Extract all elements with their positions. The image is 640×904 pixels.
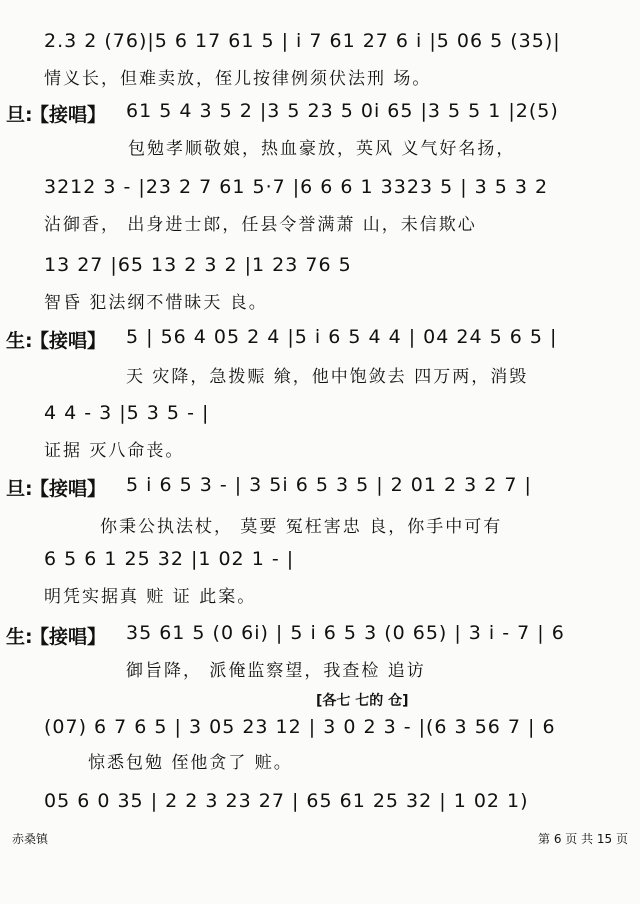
lyric-line-8: 明凭实据真 赃 证 此案。: [44, 587, 257, 607]
percussion-note: [各七 七的 仓]: [316, 693, 409, 709]
lyric-line-4: 智昏 犯法纲不惜昧天 良。: [44, 293, 268, 313]
score-line-4: 13 27 |65 13 2 3 2 |1 23 76 5: [44, 254, 352, 276]
score-line-11: 05 6 0 35 | 2 2 3 23 27 | 65 61 25 32 | 1 02 1): [44, 790, 529, 812]
score-line-6: 4 4 - 3 |5 3 5 - |: [44, 402, 210, 424]
score-line-3: 3212 3 - |23 2 7 61 5·7 |6 6 6 1 3323 5 | 3 5 3 2: [44, 176, 549, 198]
lyric-line-1: 情义长，但难卖放，侄儿按律例须伏法刑 场。: [44, 69, 432, 89]
lyric-line-7: 你秉公执法杖， 莫要 冤枉害忠 良，你手中可有: [100, 517, 503, 537]
lyric-line-3: 沾御香， 出身进士郎，任县令誉满萧 山，未信欺心: [44, 215, 477, 235]
footer-title: 赤桑镇: [12, 832, 49, 846]
score-line-5: 5 | 56 4 05 2 4 |5 i 6 5 4 4 | 04 24 5 6 5 |: [126, 326, 558, 348]
score-line-10: (07) 6 7 6 5 | 3 05 23 12 | 3 0 2 3 - |(6 3 56 7 | 6: [44, 716, 556, 738]
lyric-line-5: 天 灾降，急拨赈 飨，他中饱敛去 四万两，消毁: [126, 367, 529, 387]
tag-jiechang-1: 【接唱】: [30, 104, 107, 126]
score-line-2: 61 5 4 3 5 2 |3 5 23 5 0i 65 |3 5 5 1 |2(5): [126, 100, 559, 122]
role-sheng-1: 生:: [6, 330, 33, 352]
role-dan-2: 旦:: [6, 478, 33, 500]
lyric-line-10: 惊悉包勉 侄他贪了 赃。: [88, 753, 293, 773]
role-sheng-2: 生:: [6, 626, 33, 648]
lyric-line-2: 包勉孝顺敬娘，热血豪放，英风 义气好名扬，: [128, 139, 516, 159]
footer-page: 第 6 页 共 15 页: [538, 832, 628, 846]
score-line-1: 2.3 2 (76)|5 6 17 61 5 | i 7 61 27 6 i |5 06 5 (35)|: [44, 30, 561, 52]
lyric-line-9: 御旨降， 派俺监察望，我查检 追访: [126, 661, 426, 681]
score-line-7: 5 i 6 5 3 - | 3 5i 6 5 3 5 | 2 01 2 3 2 7 |: [126, 474, 532, 496]
tag-jiechang-3: 【接唱】: [30, 478, 107, 500]
role-dan-1: 旦:: [6, 104, 33, 126]
tag-jiechang-2: 【接唱】: [30, 330, 107, 352]
score-line-9: 35 61 5 (0 6i) | 5 i 6 5 3 (0 65) | 3 i - 7 | 6: [126, 622, 565, 644]
tag-jiechang-4: 【接唱】: [30, 626, 107, 648]
lyric-line-6: 证据 灭八命丧。: [44, 441, 185, 461]
score-line-8: 6 5 6 1 25 32 |1 02 1 - |: [44, 548, 295, 570]
